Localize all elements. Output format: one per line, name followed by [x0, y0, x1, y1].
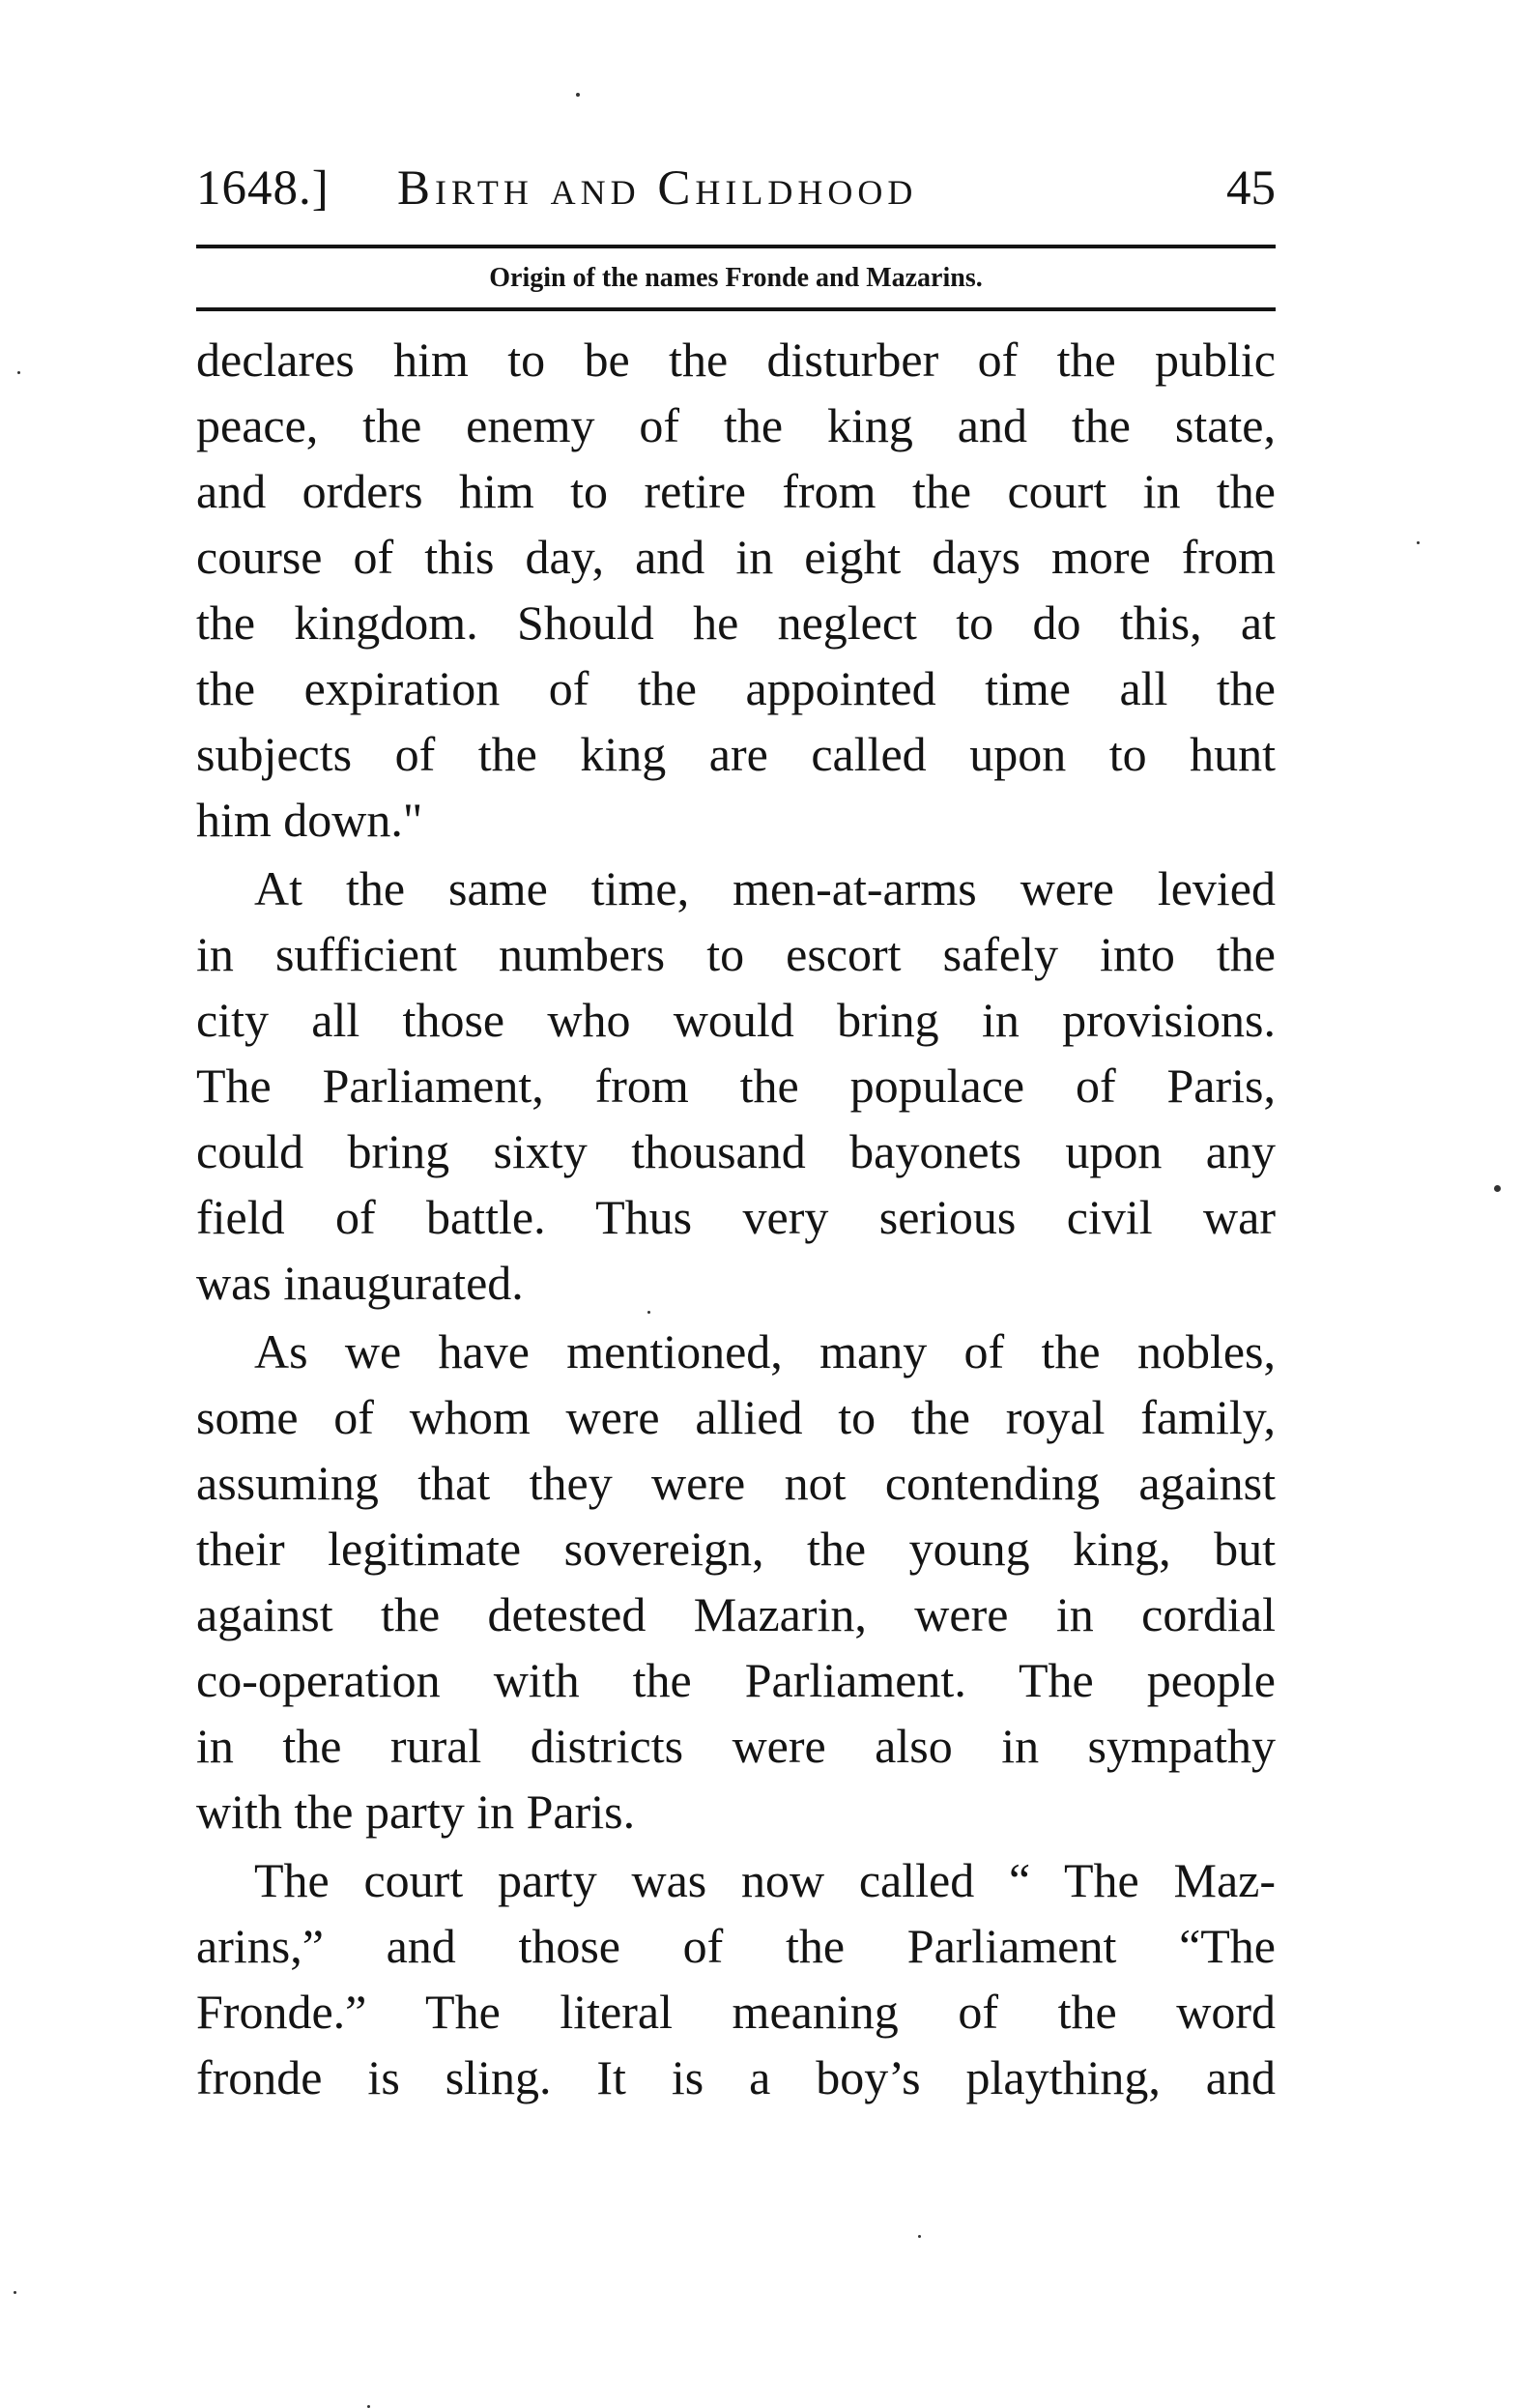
text-line: the expiration of the appointed time all the: [196, 661, 1276, 715]
text-line: in the rural districts were also in sympathy: [196, 1719, 1276, 1773]
text-line: the kingdom. Should he neglect to do this, at: [196, 595, 1276, 650]
text-line: arins,” and those of the Parliament “The: [196, 1919, 1276, 1973]
text-line: subjects of the king are called upon to hunt: [196, 727, 1276, 781]
text-line: Fronde.” The literal meaning of the word: [196, 1985, 1276, 2039]
text-line: At the same time, men-at-arms were levied: [254, 861, 1276, 915]
paragraph: [196, 1319, 1276, 1844]
text-line: The Parliament, from the populace of Paris,: [196, 1059, 1276, 1113]
text-line: city all those who would bring in provisions.: [196, 993, 1276, 1047]
paragraph: [196, 327, 1276, 853]
text-line: assuming that they were not contending against: [196, 1456, 1276, 1510]
text-line: declares him to be the disturber of the public: [196, 333, 1276, 387]
text-line: with the party in Paris.: [196, 1784, 636, 1839]
text-line: him down.": [196, 793, 423, 847]
scan-speck: [17, 371, 20, 374]
header-year: 1648.]: [196, 161, 330, 216]
text-line: peace, the enemy of the king and the state,: [196, 398, 1276, 452]
page-number: 45: [1226, 161, 1276, 216]
text-line: fronde is sling. It is a boy’s plaything, and: [196, 2050, 1276, 2104]
section-subhead: Origin of the names Fronde and Mazarins.: [489, 263, 983, 293]
header-rule-bottom: [196, 307, 1276, 311]
header-rule-top: [196, 245, 1276, 248]
body-text: [196, 327, 1276, 2110]
text-line: field of battle. Thus very serious civil war: [196, 1190, 1276, 1244]
text-line: course of this day, and in eight days more from: [196, 530, 1276, 584]
scan-speck: [576, 93, 580, 97]
paragraph: [196, 1847, 1276, 2110]
scan-speck: [647, 1311, 650, 1314]
text-line: in sufficient numbers to escort safely into the: [196, 927, 1276, 981]
scan-speck: [14, 2291, 16, 2294]
text-line: co-operation with the Parliament. The people: [196, 1653, 1276, 1707]
text-line: was inaugurated.: [196, 1256, 524, 1310]
text-line: and orders him to retire from the court in the: [196, 464, 1276, 518]
text-line: could bring sixty thousand bayonets upon any: [196, 1124, 1276, 1178]
scan-speck: [1417, 541, 1420, 544]
paragraph: [196, 856, 1276, 1316]
text-line: The court party was now called “ The Maz-: [254, 1853, 1276, 1907]
running-title: Birth and Childhood: [397, 161, 918, 216]
scan-speck: [1494, 1185, 1501, 1192]
text-line: As we have mentioned, many of the nobles,: [254, 1324, 1276, 1378]
text-line: against the detested Mazarin, were in cordial: [196, 1587, 1276, 1641]
text-line: their legitimate sovereign, the young king, but: [196, 1522, 1276, 1576]
scan-speck: [918, 2235, 921, 2238]
page-header: [196, 155, 1276, 222]
text-line: some of whom were allied to the royal family,: [196, 1390, 1276, 1444]
